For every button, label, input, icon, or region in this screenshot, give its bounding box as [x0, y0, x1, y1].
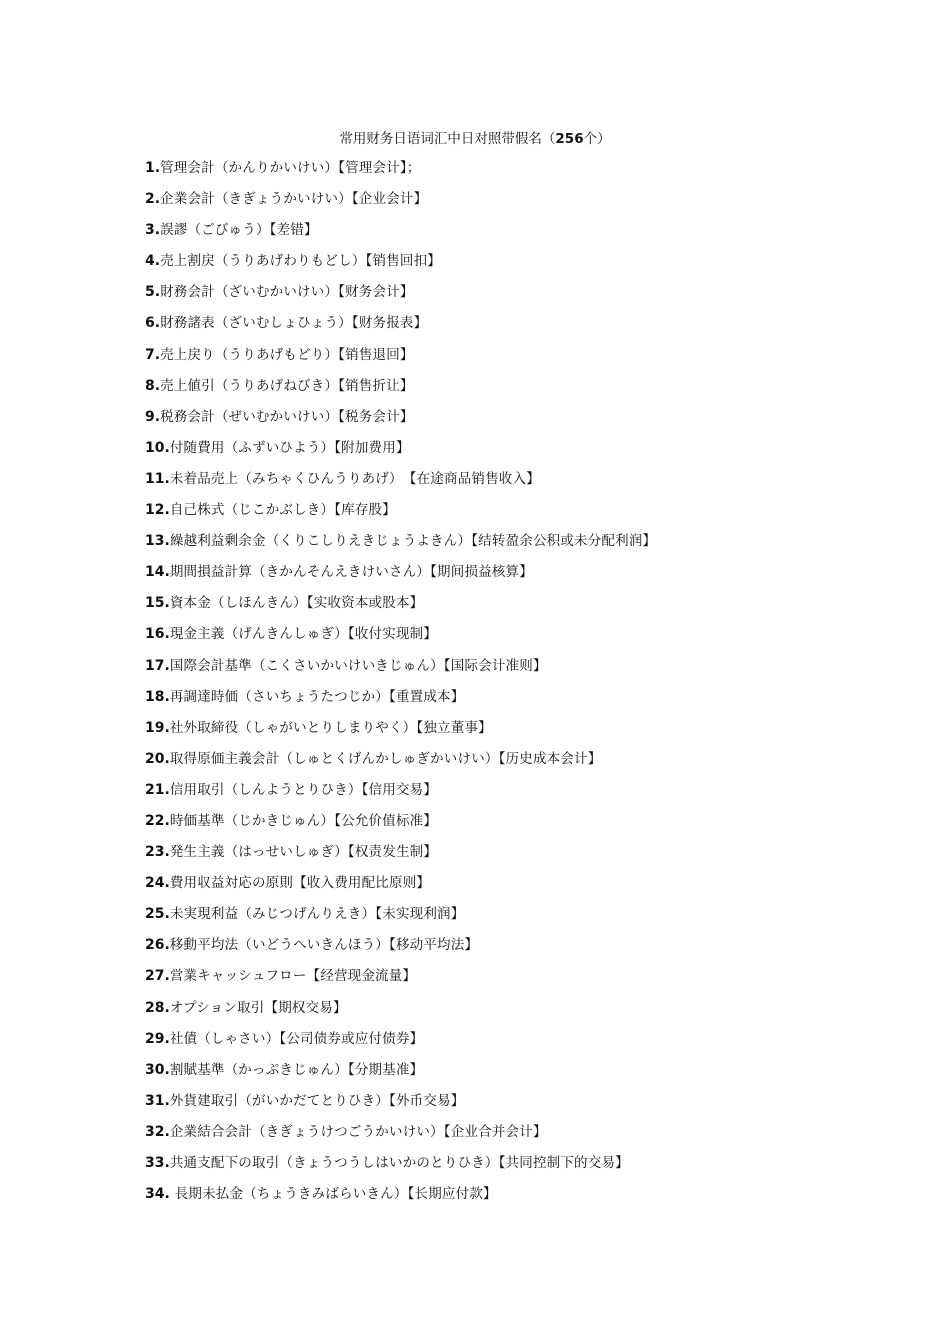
- entry-number: 5.: [145, 284, 161, 301]
- list-item: [145, 188, 885, 219]
- entry-text: 外貨建取引（がいかだてとりひき）【外币交易】: [169, 1092, 465, 1109]
- entry-number: 33.: [145, 1155, 170, 1171]
- list-item: [145, 592, 885, 623]
- vocabulary-list: [145, 157, 885, 1214]
- list-item: [145, 468, 885, 499]
- list-item: [145, 499, 885, 530]
- list-item: [145, 530, 885, 561]
- entry-text: 管理会計（かんりかいけい）【管理会计】；: [160, 160, 421, 176]
- entry-text: 企業会計（きぎょうかいけい）【企业会计】: [160, 191, 428, 208]
- list-item: [145, 250, 885, 281]
- list-item: [145, 779, 885, 810]
- entry-text: 時価基準（じかきじゅん）【公允价值标准】: [169, 812, 438, 829]
- document-title: [0, 128, 950, 150]
- list-item: [145, 965, 885, 996]
- entry-text: 繰越利益剰余金（くりこしりえきじょうよきん）【结转盈余公积或未分配利润】: [169, 533, 657, 550]
- entry-text: 営業キャッシュフロー【经营现金流量】: [169, 968, 417, 985]
- entry-number: 29.: [145, 1030, 170, 1047]
- entry-number: 27.: [145, 968, 170, 985]
- entry-number: 15.: [145, 595, 170, 612]
- entry-number: 26.: [145, 937, 170, 954]
- list-item: [145, 934, 885, 965]
- entry-text: 付随費用（ふずいひよう）【附加费用】: [169, 439, 410, 456]
- title-text: 常用财务日语词汇中日对照带假名（: [339, 131, 556, 147]
- entry-number: 24.: [145, 875, 170, 892]
- entry-number: 8.: [145, 377, 161, 394]
- entry-number: 18.: [145, 688, 170, 705]
- list-item: [145, 717, 885, 748]
- entry-number: 22.: [145, 812, 170, 829]
- list-item: [145, 157, 885, 188]
- entry-text: 割賦基準（かっぷきじゅん）【分期基准】: [169, 1061, 424, 1078]
- list-item: [145, 903, 885, 934]
- list-item: [145, 561, 885, 592]
- entry-text: 再調達時価（さいちょうたつじか）【重置成本】: [169, 688, 465, 705]
- entry-text: 発生主義（はっせいしゅぎ）【权责发生制】: [169, 844, 438, 861]
- entry-number: 28.: [145, 999, 170, 1016]
- list-item: [145, 219, 885, 250]
- entry-number: 14.: [145, 564, 170, 581]
- list-item: [145, 1090, 885, 1121]
- entry-number: 32.: [145, 1123, 170, 1140]
- list-item: [145, 375, 885, 406]
- entry-text: 誤謬（ごびゅう）【差错】: [160, 222, 318, 239]
- entry-number: 11.: [145, 470, 170, 487]
- entry-number: 4.: [145, 253, 161, 270]
- title-count: 256: [555, 131, 584, 147]
- entry-text: 国際会計基準（こくさいかいけいきじゅん）【国际会计准则】: [169, 657, 547, 674]
- entry-number: 10.: [145, 439, 170, 456]
- entry-text: 未実現利益（みじつげんりえき）【未实现利润】: [169, 906, 465, 923]
- list-item: [145, 1028, 885, 1059]
- entry-text: 財務諸表（ざいむしょひょう）【财务报表】: [160, 315, 428, 332]
- entry-number: 30.: [145, 1061, 170, 1078]
- list-item: [145, 312, 885, 343]
- entry-number: 2.: [145, 191, 161, 208]
- entry-number: 3.: [145, 222, 161, 239]
- entry-number: 31.: [145, 1092, 170, 1109]
- entry-number: 21.: [145, 781, 170, 798]
- title-suffix: 个）: [583, 131, 611, 147]
- entry-text: 共通支配下の取引（きょうつうしはいかのとりひき）【共同控制下的交易】: [169, 1155, 629, 1171]
- entry-text: 社外取締役（しゃがいとりしまりやく）【独立董事】: [169, 719, 492, 736]
- list-item: [145, 1121, 885, 1152]
- entry-number: 7.: [145, 346, 161, 363]
- entry-text: 取得原価主義会計（しゅとくげんかしゅぎかいけい）【历史成本会计】: [169, 750, 602, 767]
- list-item: [145, 872, 885, 903]
- list-item: [145, 406, 885, 437]
- entry-number: 16.: [145, 626, 170, 643]
- entry-text: 税務会計（ぜいむかいけい）【税务会计】: [160, 408, 414, 425]
- entry-text: 売上割戻（うりあげわりもどし）【销售回扣】: [160, 253, 442, 270]
- list-item: [145, 748, 885, 779]
- entry-text: 期間損益計算（きかんそんえきけいさん）【期间损益核算】: [169, 564, 533, 581]
- entry-number: 17.: [145, 657, 170, 674]
- entry-text: 自己株式（じこかぶしき）【库存股】: [169, 502, 396, 519]
- entry-text: 財務会計（ざいむかいけい）【财务会计】: [160, 284, 414, 301]
- list-item: [145, 1183, 885, 1214]
- list-item: [145, 810, 885, 841]
- entry-text: 現金主義（げんきんしゅぎ）【收付实现制】: [169, 626, 438, 643]
- entry-number: 34.: [145, 1186, 175, 1203]
- entry-number: 25.: [145, 906, 170, 923]
- entry-text: 移動平均法（いどうへいきんほう）【移动平均法】: [169, 937, 479, 954]
- entry-text: 社債（しゃさい）【公司债券或应付债券】: [169, 1030, 424, 1047]
- list-item: [145, 344, 885, 375]
- entry-number: 13.: [145, 533, 170, 550]
- entry-text: 未着品売上（みちゃくひんうりあげ） 【在途商品销售收入】: [169, 470, 540, 487]
- list-item: [145, 686, 885, 717]
- entry-text: オプション取引【期权交易】: [169, 999, 347, 1016]
- entry-text: 企業結合会計（きぎょうけつごうかいけい）【企业合并会计】: [169, 1123, 547, 1140]
- entry-text: 費用収益対応の原則【收入费用配比原则】: [169, 875, 431, 892]
- entry-text: 売上戻り（うりあげもどり）【销售退回】: [160, 346, 414, 363]
- entry-text: 売上値引（うりあげねびき）【销售折让】: [160, 377, 414, 394]
- entry-number: 1.: [145, 160, 161, 176]
- entry-number: 6.: [145, 315, 161, 332]
- list-item: [145, 281, 885, 312]
- entry-number: 23.: [145, 844, 170, 861]
- entry-number: 20.: [145, 750, 170, 767]
- list-item: [145, 841, 885, 872]
- entry-text: 長期未払金（ちょうきみばらいきん）【长期应付款】: [174, 1186, 497, 1203]
- list-item: [145, 1059, 885, 1090]
- list-item: [145, 1152, 885, 1183]
- entry-number: 19.: [145, 719, 170, 736]
- entry-number: 12.: [145, 502, 170, 519]
- entry-text: 資本金（しほんきん）【实收资本或股本】: [169, 595, 424, 612]
- list-item: [145, 655, 885, 686]
- entry-number: 9.: [145, 408, 161, 425]
- list-item: [145, 997, 885, 1028]
- list-item: [145, 437, 885, 468]
- list-item: [145, 623, 885, 654]
- entry-text: 信用取引（しんようとりひき）【信用交易】: [169, 781, 438, 798]
